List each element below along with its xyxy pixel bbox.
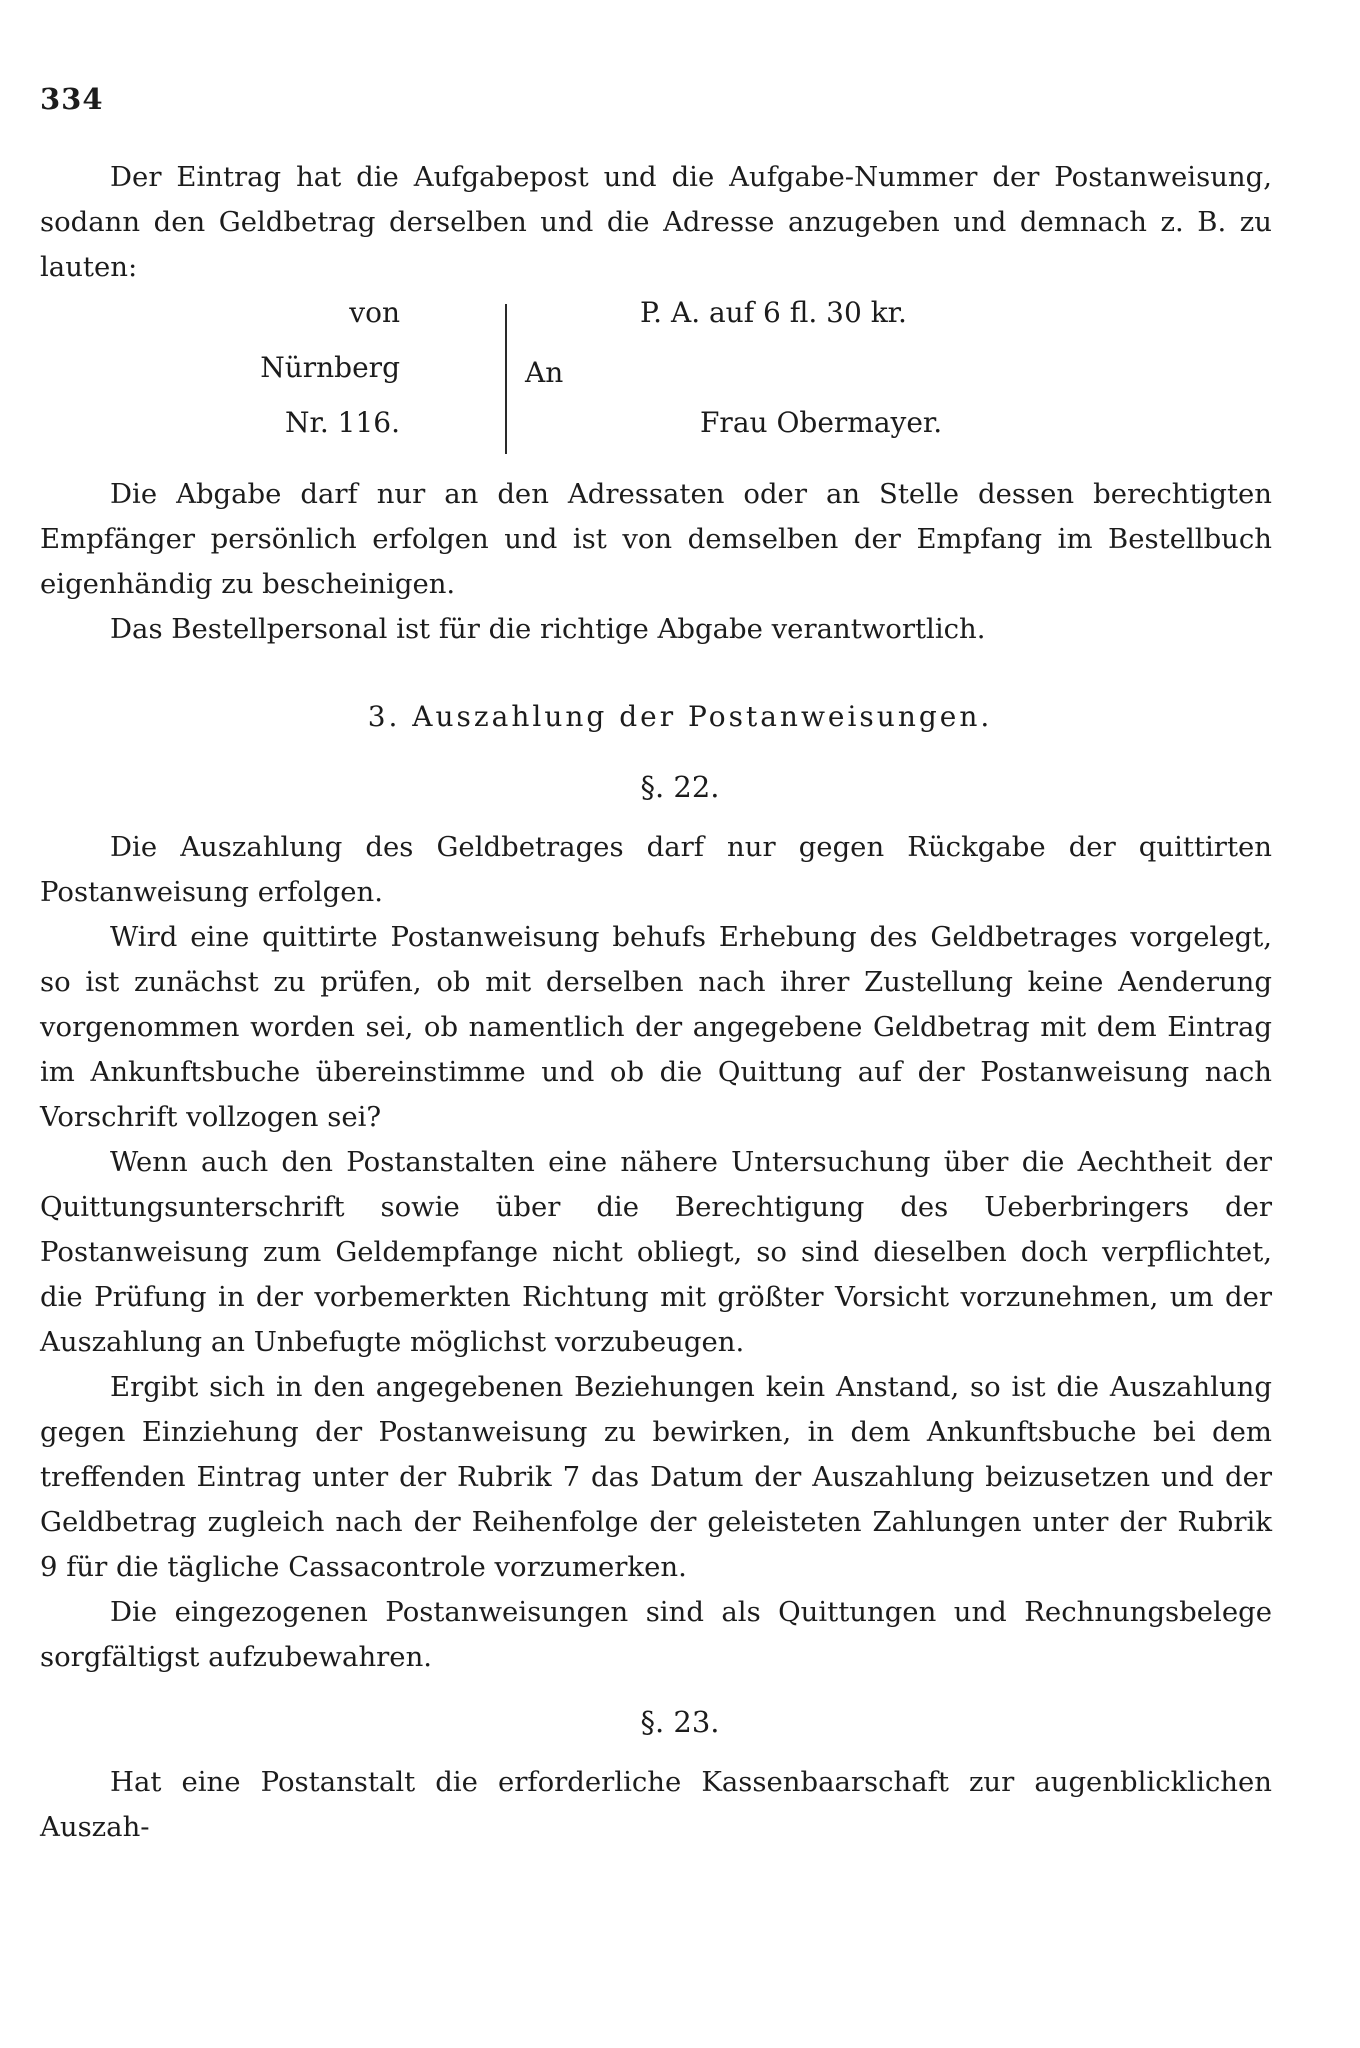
section-23-title: §. 23. — [640, 1705, 720, 1739]
paragraph-22-1: Die Auszahlung des Geldbetrages darf nur gegen Rückgabe der quittirten Postanweisung erfolgen. — [40, 831, 1272, 908]
heading-auszahlung: 3. Auszahlung der Postanweisungen. — [367, 700, 993, 733]
paragraph-22-2: Wird eine quittirte Postanweisung behufs Erhebung des Geldbetrages vorgelegt, so ist zunächst zu prüfen, ob mit derselben nach ihrer Zustellung keine Aenderung vorgenommen worden sei, ob namentlich der angegebene Geldbetrag mit dem Eintrag im Ankunftsbuche übereinstimme und ob die Quittung auf der Postanweisung nach Vorschrift vollzogen sei? — [40, 921, 1272, 1133]
paragraph-22-4: Ergibt sich in den angegebenen Beziehungen kein Anstand, so ist die Auszahlung gegen Einziehung der Postanweisung zu bewirken, in dem Ankunftsbuche bei dem treffenden Eintrag unter der Rubrik 7 das Datum der Auszahlung beizusetzen und der Geldbetrag zugleich nach der Reihenfolge der geleisteten Zahlungen unter der Rubrik 9 für die tägliche Cassacontrole vorzumerken. — [40, 1371, 1272, 1583]
page-number: 334 — [40, 82, 104, 116]
intro-paragraph: Der Eintrag hat die Aufgabepost und die Aufgabe-Nummer der Postanweisung, sodann den Geldbetrag derselben und die Adresse anzugeben und demnach z. B. zu lauten: — [40, 161, 1272, 283]
paragraph-abgabe: Die Abgabe darf nur an den Adressaten oder an Stelle dessen berechtigten Empfänger persönlich erfolgen und ist von demselben der Empfang im Bestellbuch eigenhändig zu bescheinigen. — [40, 478, 1272, 600]
paragraph-bestellpersonal: Das Bestellpersonal ist für die richtige Abgabe verantwortlich. — [110, 613, 986, 645]
address-example — [0, 296, 1360, 456]
section-22-title: §. 22. — [640, 770, 720, 804]
address-divider — [505, 304, 507, 454]
address-number: Nr. 116. — [285, 406, 400, 439]
address-von: von — [349, 296, 400, 329]
paragraph-23-1: Hat eine Postanstalt die erforderliche Kassenbaarschaft zur augenblicklichen Auszah- — [40, 1766, 1272, 1843]
paragraph-22-3: Wenn auch den Postanstalten eine nähere Untersuchung über die Aechtheit der Quittungsunterschrift sowie über die Berechtigung des Ueberbringers der Postanweisung zum Geldempfange nicht obliegt, so sind dieselben doch verpflichtet, die Prüfung in der vorbemerkten Richtung mit größter Vorsicht vorzunehmen, um der Auszahlung an Unbefugte möglichst vorzubeugen. — [40, 1146, 1272, 1358]
address-city: Nürnberg — [260, 351, 400, 384]
address-an: An — [525, 356, 564, 389]
paragraph-22-5: Die eingezogenen Postanweisungen sind als Quittungen und Rechnungsbelege sorgfältigst aufzubewahren. — [40, 1596, 1272, 1673]
address-recipient: Frau Obermayer. — [700, 406, 943, 439]
address-amount: P. A. auf 6 fl. 30 kr. — [640, 296, 907, 329]
